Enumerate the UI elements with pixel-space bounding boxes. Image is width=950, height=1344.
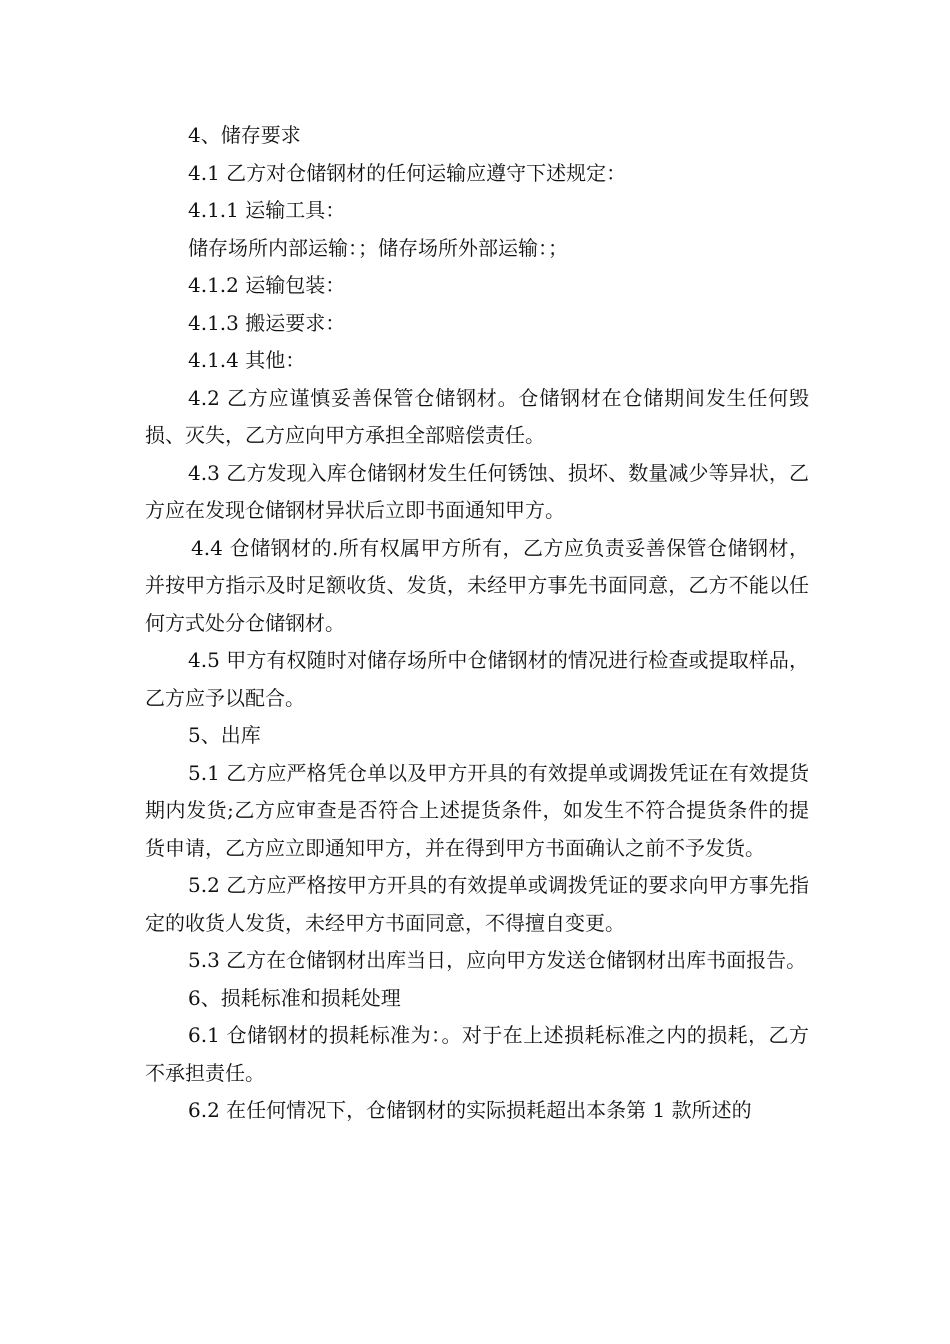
paragraph-4-1: 4.1 乙方对仓储钢材的任何运输应遵守下述规定： — [188, 160, 627, 185]
paragraph-4-5: 4.5 甲方有权随时对储存场所中仓储钢材的情况进行检查或提取样品，乙方应予以配合。 — [145, 648, 809, 710]
section-heading-6: 6、损耗标准和损耗处理 — [188, 985, 401, 1010]
paragraph-5-3: 5.3 乙方在仓储钢材出库当日，应向甲方发送仓储钢材出库书面报告。 — [188, 948, 807, 972]
paragraph-4-1-3: 4.1.3 搬运要求： — [188, 310, 346, 335]
paragraph-4-1-1: 4.1.1 运输工具： — [188, 198, 346, 222]
document-body — [145, 117, 809, 1130]
paragraph-4-3: 4.3 乙方发现入库仓储钢材发生任何锈蚀、损坏、数量减少等异状，乙方应在发现仓储钢材异状后立即书面通知甲方。 — [145, 460, 809, 522]
section-heading-5: 5、出库 — [188, 723, 261, 747]
paragraph-6-1: 6.1 仓储钢材的损耗标准为：。对于在上述损耗标准之内的损耗，乙方不承担责任。 — [145, 1023, 809, 1085]
paragraph-4-1-4: 4.1.4 其他： — [188, 348, 306, 372]
paragraph-4-2: 4.2 乙方应谨慎妥善保管仓储钢材。仓储钢材在仓储期间发生任何毁损、灭失，乙方应向甲方承担全部赔偿责任。 — [145, 385, 809, 447]
paragraph-5-1: 5.1 乙方应严格凭仓单以及甲方开具的有效提单或调拨凭证在有效提货期内发货;乙方应审查是否符合上述提货条件，如发生不符合提货条件的提货申请，乙方应立即通知甲方，并在得到甲方书面确认之前不予发货。 — [145, 760, 809, 860]
paragraph-4-4: 4.4 仓储钢材的.所有权属甲方所有，乙方应负责妥善保管仓储钢材，并按甲方指示及时足额收货、发货，未经甲方事先书面同意，乙方不能以任何方式处分仓储钢材。 — [145, 535, 809, 635]
paragraph-5-2: 5.2 乙方应严格按甲方开具的有效提单或调拨凭证的要求向甲方事先指定的收货人发货，未经甲方书面同意，不得擅自变更。 — [145, 873, 809, 935]
paragraph-6-2: 6.2 在任何情况下，仓储钢材的实际损耗超出本条第 1 款所述的 — [188, 1098, 752, 1122]
paragraph-transport-scope: 储存场所内部运输：；储存场所外部运输：； — [188, 235, 568, 260]
section-heading-4: 4、储存要求 — [188, 123, 301, 147]
paragraph-4-1-2: 4.1.2 运输包装： — [188, 273, 346, 297]
